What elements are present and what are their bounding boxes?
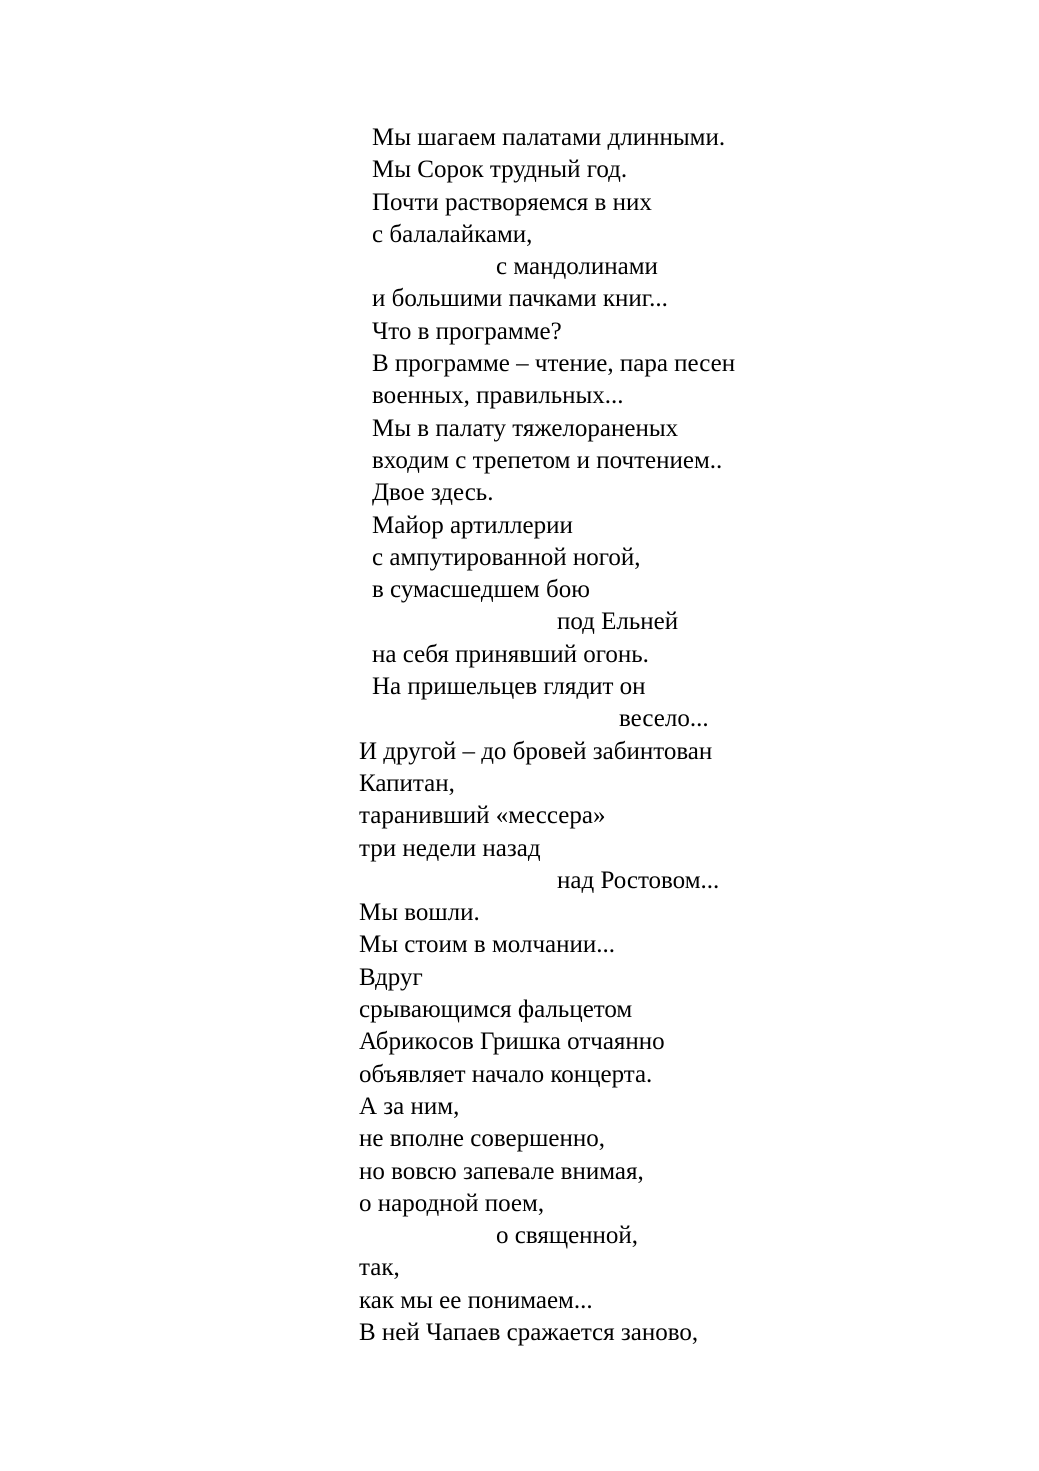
poem-line: таранивший «мессера» [359, 802, 606, 830]
poem-line: Мы шагаем палатами длинными. [372, 124, 726, 151]
poem-line: с балалайками, [372, 220, 533, 248]
poem-line: Мы стоим в молчании... [359, 931, 615, 959]
poem-line: о священной, [496, 1222, 639, 1250]
poem-line: Абрикосов Гришка отчаянно [359, 1028, 665, 1056]
poem-line: военных, правильных... [372, 382, 624, 410]
poem-line: Почти растворяемся в них [372, 188, 652, 216]
poem-line: Мы в палату тяжелораненых [372, 414, 679, 442]
poem-line: весело... [619, 705, 709, 733]
poem-line: На пришельцев глядит он [372, 673, 646, 701]
poem-line: три недели назад [359, 834, 541, 862]
poem-line: над Ростовом... [557, 866, 720, 894]
poem-line: так, [359, 1254, 400, 1282]
poem-line: Капитан, [359, 769, 455, 797]
poem-line: о народной поем, [359, 1189, 545, 1217]
poem-line: В программе – чтение, пара песен [372, 350, 736, 378]
poem-line: в сумасшедшем бою [372, 576, 590, 604]
poem-line: как мы ее понимаем... [359, 1286, 593, 1314]
poem-line: с ампутированной ногой, [372, 543, 641, 571]
poem-line: объявляет начало концерта. [359, 1060, 653, 1088]
poem-line: Что в программе? [372, 317, 562, 345]
poem-line: Мы Сорок трудный год. [372, 156, 628, 184]
poem-line: на себя принявший огонь. [372, 640, 649, 668]
poem-line: но вовсю запевале внимая, [359, 1157, 644, 1185]
poem-line: с мандолинами [496, 253, 658, 281]
poem-line: под Ельней [557, 608, 679, 636]
poem-line: не вполне совершенно, [359, 1125, 605, 1153]
poem-line: Вдруг [359, 963, 423, 991]
poem-line: Мы вошли. [359, 899, 480, 927]
poem-line: В ней Чапаев сражается заново, [359, 1318, 699, 1346]
poem-line: Двое здесь. [372, 479, 494, 507]
poem-line: входим с трепетом и почтением.. [372, 446, 723, 474]
poem-line: А за ним, [359, 1092, 460, 1120]
poem-line: срывающимся фальцетом [359, 996, 633, 1024]
poem-text [0, 122, 1039, 1349]
poem-line: Майор артиллерии [372, 511, 573, 539]
poem-line: И другой – до бровей забинтован [359, 737, 713, 765]
poem-line: и большими пачками книг... [372, 285, 668, 313]
